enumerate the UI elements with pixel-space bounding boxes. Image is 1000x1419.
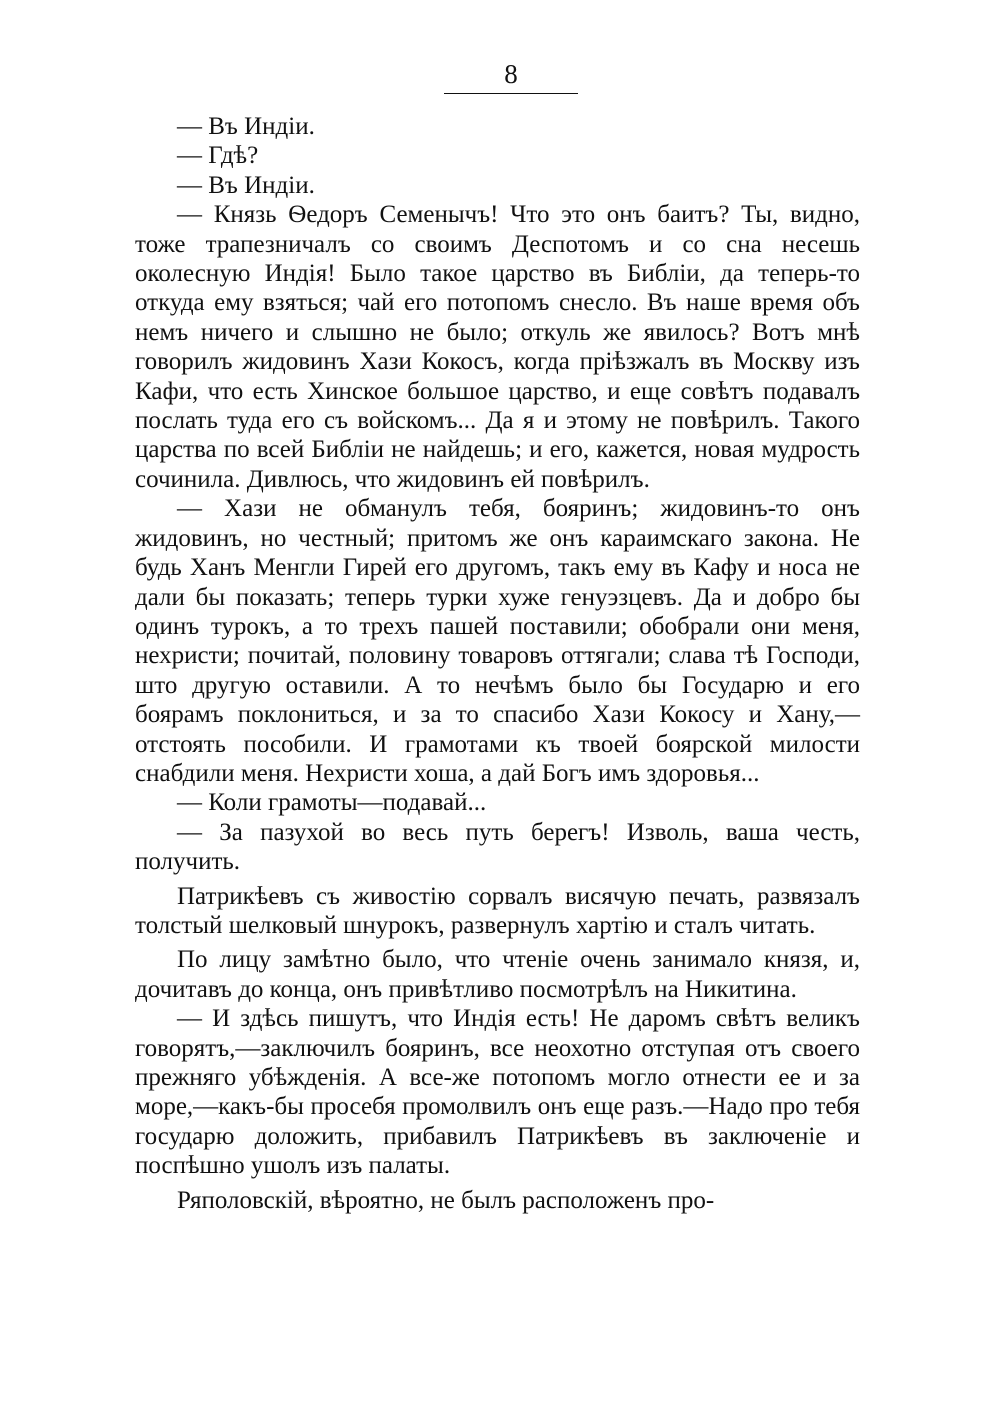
page-number-rule	[444, 93, 578, 94]
paragraph-merchant-reply: — Хази не обманулъ тебя, бояринъ; жидовинъ-то онъ жидовинъ, но честный; притомъ же онъ караимскаго закона. Не будь Ханъ Менгли Гирей его другомъ, такъ ему въ Кафу и носа не дали бы показать; теперь турки хуже генуэзцевъ. Да и добро бы одинъ турокъ, а то трехъ пашей поставили; обобрали они меня, нехристи; почитай, половину товаровъ оттягали; слава тѣ Господи, што другую оставили. А то нечѣмъ было бы Государю и его боярамъ поклониться, и за то спасибо Хази Кокосу и Хану,—отстоять пособили. И грамотами къ твоей боярской милости снабдили меня. Нехристи хоша, а дай Богъ имъ здоровья...	[135, 495, 860, 787]
dialogue-line-2: — Гдѣ?	[177, 142, 259, 170]
page-number: 8	[504, 59, 518, 89]
paragraph-seal-broken: Патрикѣевъ съ живостiю сорвалъ висячую печать, развязалъ толстый шелковый шнурокъ, развернулъ хартiю и сталъ читать.	[135, 882, 860, 939]
paragraph-boyar-speech: — Князь Ѳедоръ Семенычъ! Что это онъ баитъ? Ты, видно, тоже трапезничалъ со своимъ Деспотомъ и со сна несешь околесную Индія! Было такое царство въ Библiи, да теперь-то откуда ему взяться; чай его потопомъ снесло. Въ наше время объ немъ ничего и слышно не было; откуль же явилось? Вотъ мнѣ говорилъ жидовинъ Хази Кокосъ, когда прiѣзжалъ въ Москву изъ Кафи, что есть Хинское большое царство, и еще совѣтъ подавалъ послать туда его съ войскомъ... Да я и этому не повѣрилъ. Такого царства по всей Библiи не найдешь; и его, кажется, новая мудрость сочинила. Дивлюсь, что жидовинъ ей повѣрилъ.	[135, 201, 860, 493]
dialogue-line-kept: — За пазухой во весь путь берегъ! Изволь, ваша честь, получить.	[135, 818, 860, 876]
dialogue-line-letters: — Коли грамоты—подавай...	[177, 789, 487, 817]
paragraph-ryapolovsky: Ряполовскiй, вѣроятно, не былъ расположенъ про-	[177, 1186, 715, 1214]
paragraph-prince-reading: По лицу замѣтно было, что чтенiе очень занимало князя, и, дочитавъ до конца, онъ привѣтливо посмотрѣлъ на Никитина.	[135, 946, 860, 1003]
dialogue-line-3: — Въ Индiи.	[177, 171, 315, 199]
dialogue-line-1: — Въ Индiи.	[177, 113, 315, 140]
paragraph-india-exists: — И здѣсь пишутъ, что Индiя есть! Не даромъ свѣтъ великъ говорятъ,—заключилъ бояринъ, все неохотно отступая отъ своего прежняго убѣжденiя. А все-же потопомъ могло отнести ее и за море,—какъ-бы просебя промолвилъ онъ еще разъ.—Надо про тебя государю доложить, прибавилъ Патрикѣевъ въ заключенiе и поспѣшно ушолъ изъ палаты.	[135, 1005, 860, 1180]
body-text	[135, 112, 860, 1215]
